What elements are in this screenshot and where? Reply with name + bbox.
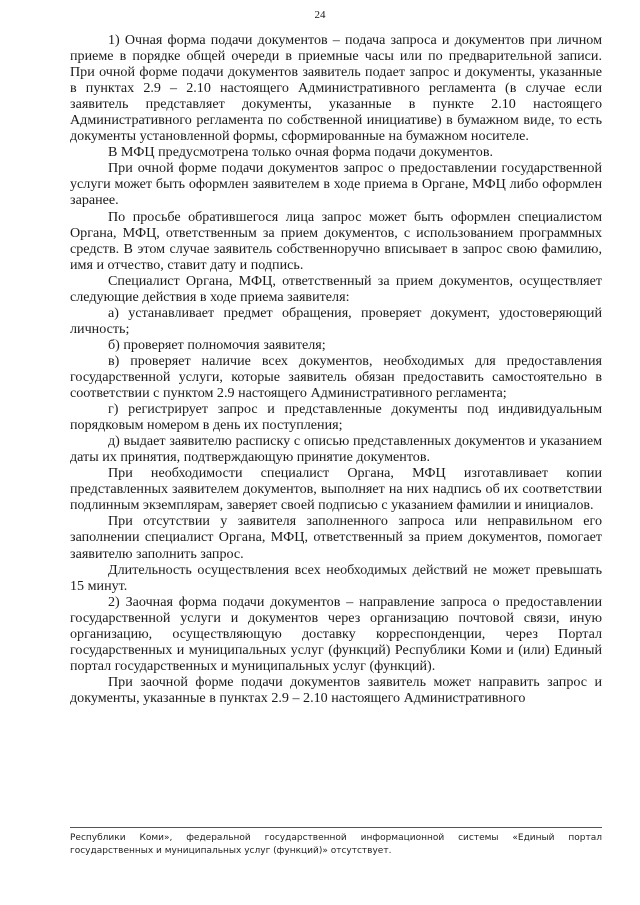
list-item-b: б) проверяет полномочия заявителя; [108, 336, 326, 353]
list-item-d: д) выдает заявителю расписку с описью представленных документов и указанием даты их принятия, подтверждающую принятие документов. [70, 433, 602, 466]
list-item-v: в) проверяет наличие всех документов, необходимых для предоставления государственной услуги, которые заявитель обязан предоставить самостоятельно в соответствии с пунктом 2.9 настоящего Административного регламента; [70, 352, 602, 402]
paragraph-pri-zaochnoy: При заочной форме подачи документов заявитель может направить запрос и документы, указанные в пунктах 2.9 – 2.10 настоящего Административного [70, 673, 602, 706]
paragraph-dlitelnost: Длительность осуществления всех необходимых действий не может превышать 15 минут. [70, 561, 602, 594]
list-item-a: а) устанавливает предмет обращения, проверяет документ, удостоверяющий личность; [70, 304, 602, 337]
list-item-g: г) регистрирует запрос и представленные документы под индивидуальным порядковым номером в день их поступления; [70, 401, 602, 434]
paragraph-zapros-oformlen: При очной форме подачи документов запрос о предоставлении государственной услуги может быть оформлен заявителем в ходе приема в Органе, МФЦ либо оформлен заранее. [70, 160, 602, 209]
body-text [70, 32, 602, 706]
paragraph-po-prosbe: По просьбе обратившегося лица запрос может быть оформлен специалистом Органа, МФЦ, ответственным за прием документов, с использованием программных средств. В этом случае заявитель собственноручно вписывает в запрос свою фамилию, имя и отчество, ставит дату и подпись. [70, 208, 602, 273]
paragraph-mfc-ochnaya: В МФЦ предусмотрена только очная форма подачи документов. [108, 144, 493, 161]
footnote-divider [70, 827, 602, 828]
footnote: Республики Коми», федеральной государственной информационной системы «Единый портал государственных и муниципальных услуг (функций)» отсутствует. [70, 833, 602, 856]
paragraph-kopii: При необходимости специалист Органа, МФЦ изготавливает копии представленных заявителем документов, выполняет на них надпись об их соответствии подлинным экземплярам, заверяет своей подписью с указанием фамилии и инициалов. [70, 465, 602, 514]
paragraph-specialist-deystviya: Специалист Органа, МФЦ, ответственный за прием документов, осуществляет следующие действия в ходе приема заявителя: [70, 272, 602, 305]
paragraph-zaochnaya-forma: 2) Заочная форма подачи документов – направление запроса о предоставлении государственной услуги и документов через организацию почтовой связи, иную организацию, осуществляющую доставку корреспонденции, через Портал государственных и муниципальных услуг (функций) Республики Коми и (или) Единый портал государственных и муниципальных услуг (функций). [70, 593, 602, 674]
paragraph-ochnaya-forma: 1) Очная форма подачи документов – подача запроса и документов при личном приеме в порядке общей очереди в приемные часы или по предварительной записи. При очной форме подачи документов заявитель подает запрос и документы, указанные в пунктах 2.9 – 2.10 настоящего Административного регламента (в случае если заявитель представляет документы, указанные в пункте 2.10 настоящего Административного регламента по собственной инициативе) в бумажном виде, то есть документы установленной формы, сформированные на бумажном носителе. [70, 32, 602, 145]
page-number: 24 [314, 9, 326, 21]
paragraph-otsutstvie-zaprosa: При отсутствии у заявителя заполненного запроса или неправильном его заполнении специалист Органа, МФЦ, ответственный за прием документов, помогает заявителю заполнить запрос. [70, 513, 602, 562]
